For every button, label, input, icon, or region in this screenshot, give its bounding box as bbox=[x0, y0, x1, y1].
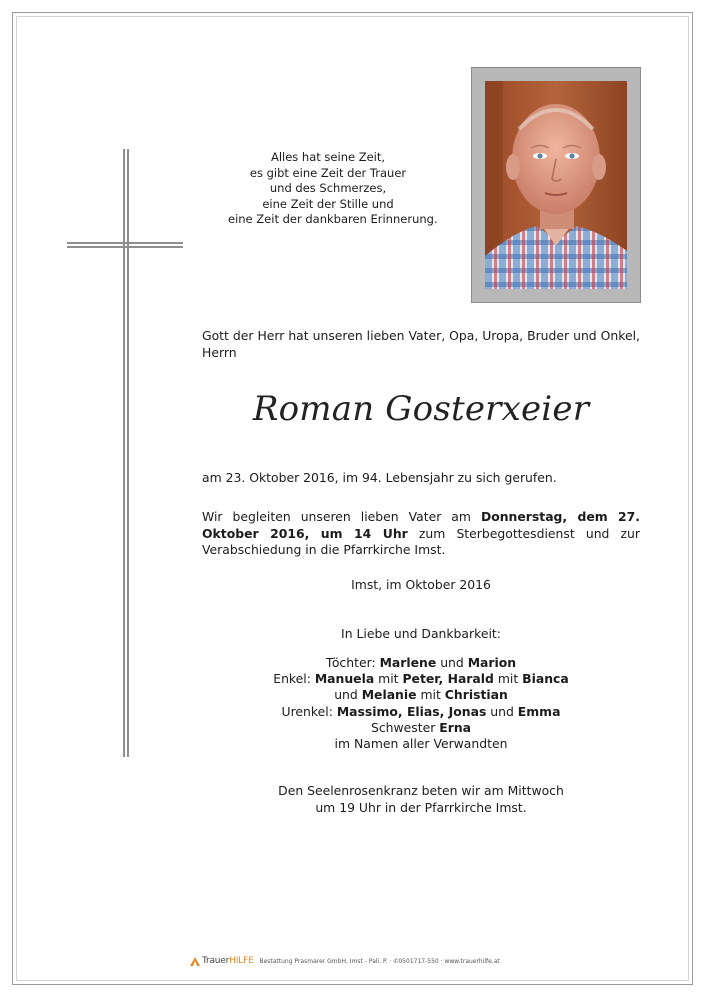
memorial-quote bbox=[228, 150, 438, 228]
quote-line: und des Schmerzes, bbox=[269, 181, 387, 196]
connector: mit bbox=[416, 687, 445, 703]
portrait-frame bbox=[471, 67, 641, 303]
name: Massimo, Elias, Jonas bbox=[336, 703, 487, 719]
relatives-row: im Namen aller Verwandten bbox=[334, 736, 508, 752]
service-text bbox=[202, 509, 640, 559]
quote-line: eine Zeit der Stille und bbox=[262, 196, 394, 211]
connector: und bbox=[334, 687, 362, 703]
thanks-line: In Liebe und Dankbarkeit: bbox=[341, 626, 501, 641]
name: Peter, Harald bbox=[402, 671, 494, 687]
called-home-text: am 23. Oktober 2016, im 94. Lebensjahr zu sich gerufen. bbox=[202, 470, 557, 485]
label: Töchter: bbox=[325, 655, 380, 670]
trauerhilfe-logo bbox=[202, 956, 253, 966]
name: Emma bbox=[517, 703, 561, 719]
connector: und bbox=[486, 703, 518, 719]
footer bbox=[190, 954, 550, 968]
name: Erna bbox=[439, 719, 472, 735]
rosary-line: um 19 Uhr in der Pfarrkirche Imst. bbox=[315, 800, 527, 815]
name: Marlene bbox=[379, 655, 437, 670]
quote-line: es gibt eine Zeit der Trauer bbox=[249, 165, 407, 180]
place-date: Imst, im Oktober 2016 bbox=[351, 577, 491, 592]
name: Bianca bbox=[522, 671, 569, 687]
service-suffix: zum Sterbegottesdienst und zur Verabschiedung in die Pfarrkirche Imst. bbox=[202, 525, 640, 557]
quote-line: Alles hat seine Zeit, bbox=[270, 150, 386, 164]
service-date: Donnerstag, dem 27. Oktober 2016, um 14 Uhr bbox=[202, 509, 640, 541]
cross-vertical-bar bbox=[123, 149, 129, 757]
label: Schwester bbox=[370, 719, 440, 735]
connector: und bbox=[436, 655, 468, 670]
rosary-announcement bbox=[202, 782, 640, 816]
mourners-list bbox=[202, 655, 640, 752]
name: Melanie bbox=[361, 687, 417, 703]
connector: mit bbox=[374, 671, 403, 687]
name: Christian bbox=[444, 687, 508, 703]
connector: mit bbox=[493, 671, 523, 687]
deceased-name: Roman Gosterxeier bbox=[252, 389, 590, 429]
portrait-illustration bbox=[485, 81, 627, 289]
label: Urenkel: bbox=[281, 703, 337, 719]
quote-line: eine Zeit der dankbaren Erinnerung. bbox=[228, 212, 438, 227]
name: Manuela bbox=[314, 671, 375, 687]
logo-main: Trauer bbox=[202, 956, 230, 966]
logo-accent: HILFE bbox=[229, 956, 254, 966]
cross-horizontal-bar bbox=[67, 242, 183, 248]
sister-row bbox=[202, 720, 640, 736]
portrait-photo bbox=[485, 81, 627, 289]
grandchildren-row-2 bbox=[202, 687, 640, 703]
footer-text: Bestattung Prasmarer GmbH, Imst - Pali. P. · ✆0501717-550 · www.trauerhilfe.at bbox=[259, 957, 500, 965]
grandchildren-row bbox=[202, 671, 640, 687]
trauerhilfe-logo-icon bbox=[190, 957, 200, 966]
daughters-row bbox=[202, 655, 640, 671]
service-prefix: Wir begleiten unseren lieben Vater am bbox=[202, 509, 481, 524]
great-grandchildren-row bbox=[202, 704, 640, 720]
name: Marion bbox=[467, 655, 517, 670]
rosary-line: Den Seelenrosenkranz beten wir am Mittwoch bbox=[278, 783, 564, 798]
intro-text: Gott der Herr hat unseren lieben Vater, Opa, Uropa, Bruder und Onkel, Herrn bbox=[202, 328, 640, 360]
label: Enkel: bbox=[273, 671, 315, 687]
